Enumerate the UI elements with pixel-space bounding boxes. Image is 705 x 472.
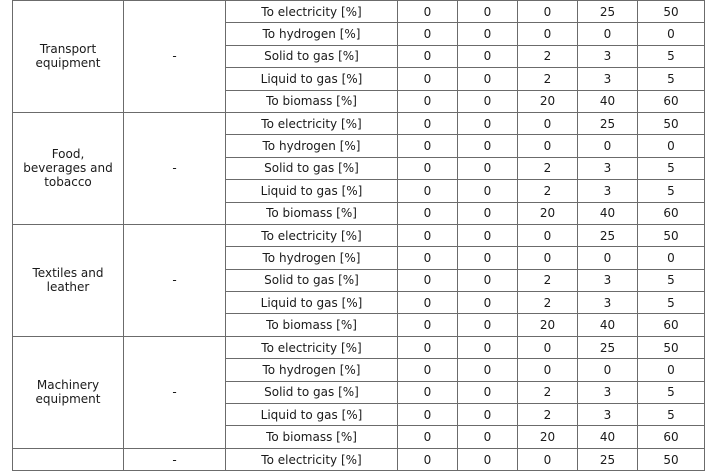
value-cell: 0 <box>398 90 458 112</box>
value-cell: 0 <box>578 23 638 45</box>
value-cell: 3 <box>578 269 638 291</box>
value-cell: 3 <box>578 45 638 67</box>
value-cell: 0 <box>458 1 518 23</box>
value-cell: 0 <box>458 180 518 202</box>
sector-name-line: tobacco <box>44 175 92 190</box>
value-cell: 40 <box>578 202 638 224</box>
value-cell: 0 <box>458 224 518 246</box>
value-cell: 0 <box>518 336 578 358</box>
value-cell: 2 <box>518 292 578 314</box>
value-cell: 0 <box>518 1 578 23</box>
value-cell: 2 <box>518 269 578 291</box>
value-cell: 0 <box>458 157 518 179</box>
value-cell: 0 <box>638 135 705 157</box>
value-cell: 0 <box>458 404 518 426</box>
value-cell: 0 <box>458 336 518 358</box>
value-cell: 0 <box>398 448 458 470</box>
table-row <box>13 1 705 23</box>
indicator-label: Liquid to gas [%] <box>226 404 398 426</box>
indicator-label: To electricity [%] <box>226 336 398 358</box>
indicator-label: To hydrogen [%] <box>226 359 398 381</box>
table-body <box>13 1 705 471</box>
value-cell: 0 <box>518 359 578 381</box>
value-cell: 0 <box>458 359 518 381</box>
sector-cell <box>13 1 124 113</box>
value-cell: 40 <box>578 426 638 448</box>
value-cell: 3 <box>578 292 638 314</box>
value-cell: 0 <box>638 23 705 45</box>
value-cell: 60 <box>638 202 705 224</box>
value-cell: 0 <box>458 68 518 90</box>
value-cell: 0 <box>578 247 638 269</box>
value-cell: 0 <box>578 135 638 157</box>
value-cell: 0 <box>458 112 518 134</box>
value-cell: 20 <box>518 202 578 224</box>
sector-name-line: beverages and <box>23 161 113 176</box>
value-cell: 3 <box>578 68 638 90</box>
value-cell: 60 <box>638 314 705 336</box>
sector-cell <box>13 448 124 470</box>
value-cell: 20 <box>518 90 578 112</box>
value-cell: 0 <box>398 202 458 224</box>
value-cell: 0 <box>398 45 458 67</box>
value-cell: 2 <box>518 180 578 202</box>
value-cell: 0 <box>518 112 578 134</box>
value-cell: 0 <box>398 359 458 381</box>
sector-name-line: equipment <box>35 392 101 407</box>
value-cell: 0 <box>458 247 518 269</box>
value-cell: 50 <box>638 1 705 23</box>
value-cell: 50 <box>638 448 705 470</box>
value-cell: 5 <box>638 381 705 403</box>
dash-cell: - <box>124 448 226 470</box>
value-cell: 3 <box>578 381 638 403</box>
value-cell: 5 <box>638 68 705 90</box>
dash-cell: - <box>124 336 226 448</box>
value-cell: 0 <box>458 135 518 157</box>
value-cell: 40 <box>578 90 638 112</box>
value-cell: 25 <box>578 336 638 358</box>
value-cell: 0 <box>458 314 518 336</box>
value-cell: 50 <box>638 112 705 134</box>
value-cell: 0 <box>398 292 458 314</box>
indicator-label: Liquid to gas [%] <box>226 180 398 202</box>
sector-name-line: Textiles and <box>32 266 104 281</box>
value-cell: 50 <box>638 336 705 358</box>
value-cell: 2 <box>518 45 578 67</box>
value-cell: 0 <box>398 269 458 291</box>
sector-name-line: equipment <box>35 56 101 71</box>
value-cell: 2 <box>518 157 578 179</box>
value-cell: 0 <box>458 292 518 314</box>
value-cell: 0 <box>398 1 458 23</box>
value-cell: 0 <box>458 23 518 45</box>
value-cell: 25 <box>578 112 638 134</box>
value-cell: 0 <box>458 381 518 403</box>
indicator-label: To biomass [%] <box>226 202 398 224</box>
indicator-label: Liquid to gas [%] <box>226 68 398 90</box>
dash-cell: - <box>124 1 226 113</box>
indicator-label: To electricity [%] <box>226 112 398 134</box>
value-cell: 0 <box>458 426 518 448</box>
table-row <box>13 336 705 358</box>
value-cell: 5 <box>638 157 705 179</box>
value-cell: 3 <box>578 180 638 202</box>
value-cell: 0 <box>398 180 458 202</box>
indicator-label: Solid to gas [%] <box>226 157 398 179</box>
indicator-label: To hydrogen [%] <box>226 23 398 45</box>
value-cell: 3 <box>578 157 638 179</box>
value-cell: 25 <box>578 224 638 246</box>
value-cell: 5 <box>638 180 705 202</box>
indicator-label: To electricity [%] <box>226 1 398 23</box>
value-cell: 2 <box>518 404 578 426</box>
value-cell: 0 <box>518 224 578 246</box>
value-cell: 0 <box>398 112 458 134</box>
value-cell: 0 <box>398 247 458 269</box>
value-cell: 0 <box>458 269 518 291</box>
sector-cell <box>13 224 124 336</box>
value-cell: 0 <box>398 314 458 336</box>
value-cell: 20 <box>518 426 578 448</box>
indicator-label: Solid to gas [%] <box>226 45 398 67</box>
value-cell: 60 <box>638 426 705 448</box>
value-cell: 0 <box>458 202 518 224</box>
value-cell: 0 <box>578 359 638 381</box>
value-cell: 0 <box>398 157 458 179</box>
value-cell: 0 <box>398 68 458 90</box>
sector-name-line: leather <box>46 280 90 295</box>
indicator-label: To biomass [%] <box>226 90 398 112</box>
value-cell: 0 <box>398 336 458 358</box>
value-cell: 0 <box>398 23 458 45</box>
table-row <box>13 224 705 246</box>
value-cell: 0 <box>458 448 518 470</box>
value-cell: 0 <box>518 448 578 470</box>
sector-cell <box>13 112 124 224</box>
sector-cell <box>13 336 124 448</box>
value-cell: 0 <box>398 381 458 403</box>
indicator-label: To biomass [%] <box>226 426 398 448</box>
value-cell: 2 <box>518 381 578 403</box>
value-cell: 0 <box>458 45 518 67</box>
value-cell: 2 <box>518 68 578 90</box>
sector-name-line: Transport <box>39 42 97 57</box>
indicator-label: To electricity [%] <box>226 448 398 470</box>
value-cell: 25 <box>578 1 638 23</box>
indicator-label: To electricity [%] <box>226 224 398 246</box>
value-cell: 20 <box>518 314 578 336</box>
dash-cell: - <box>124 112 226 224</box>
value-cell: 0 <box>638 359 705 381</box>
data-table <box>12 0 705 471</box>
value-cell: 0 <box>518 23 578 45</box>
value-cell: 60 <box>638 90 705 112</box>
value-cell: 40 <box>578 314 638 336</box>
value-cell: 3 <box>578 404 638 426</box>
dash-cell: - <box>124 224 226 336</box>
table-row <box>13 112 705 134</box>
value-cell: 0 <box>638 247 705 269</box>
value-cell: 0 <box>518 135 578 157</box>
value-cell: 0 <box>398 224 458 246</box>
indicator-label: To biomass [%] <box>226 314 398 336</box>
indicator-label: Solid to gas [%] <box>226 269 398 291</box>
value-cell: 0 <box>398 135 458 157</box>
indicator-label: To hydrogen [%] <box>226 247 398 269</box>
value-cell: 0 <box>398 426 458 448</box>
value-cell: 25 <box>578 448 638 470</box>
value-cell: 5 <box>638 292 705 314</box>
indicator-label: Solid to gas [%] <box>226 381 398 403</box>
indicator-label: To hydrogen [%] <box>226 135 398 157</box>
value-cell: 5 <box>638 269 705 291</box>
sector-name-line: Food, <box>51 147 85 162</box>
value-cell: 0 <box>398 404 458 426</box>
indicator-label: Liquid to gas [%] <box>226 292 398 314</box>
value-cell: 0 <box>458 90 518 112</box>
table-row <box>13 448 705 470</box>
value-cell: 5 <box>638 404 705 426</box>
value-cell: 50 <box>638 224 705 246</box>
sector-name-line: Machinery <box>36 378 100 393</box>
value-cell: 5 <box>638 45 705 67</box>
value-cell: 0 <box>518 247 578 269</box>
